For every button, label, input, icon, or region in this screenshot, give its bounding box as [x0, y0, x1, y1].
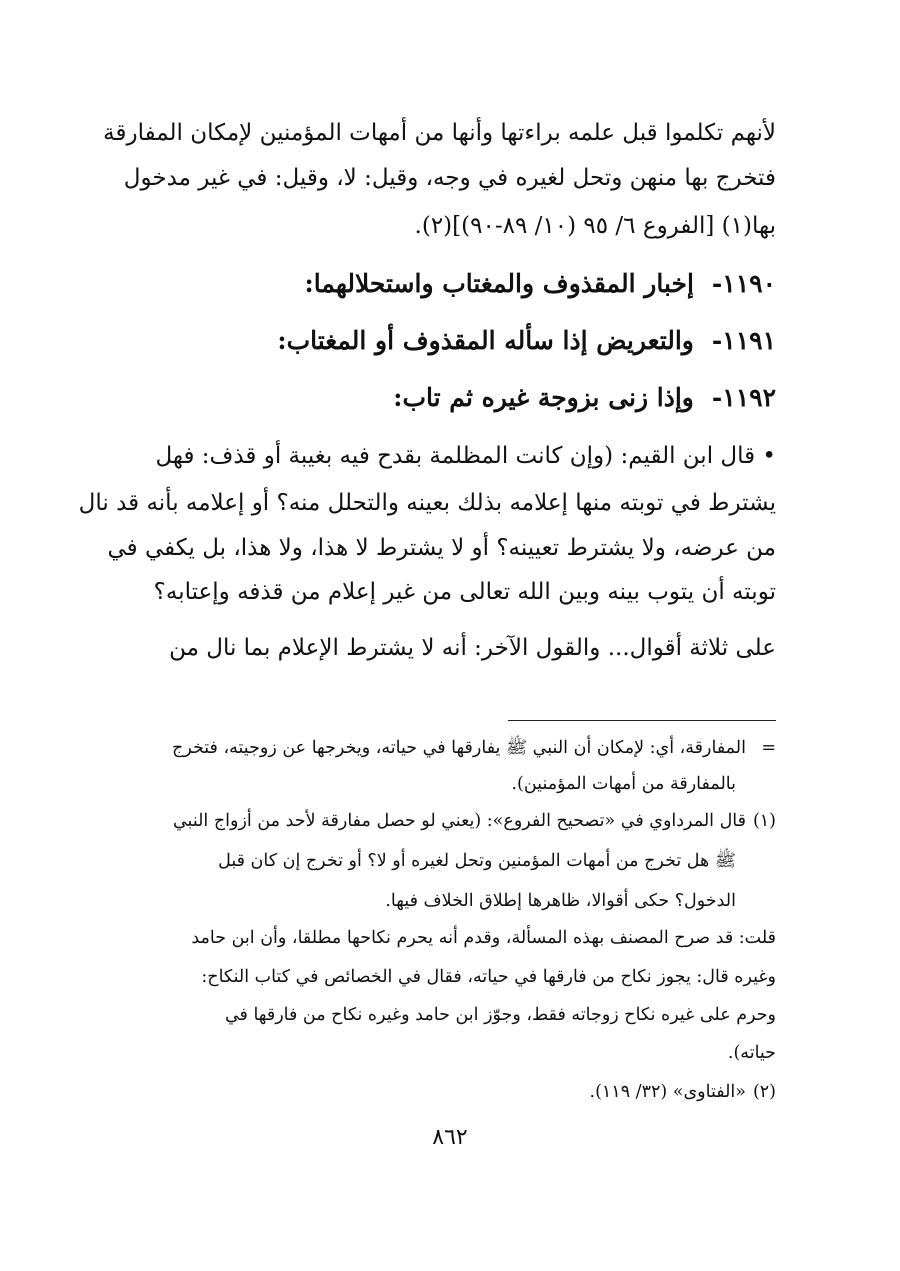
body-line: لأنهم تكلموا قبل علمه براءتها وأنها من أمهات المؤمنين لإمكان المفارقة — [103, 120, 776, 146]
footnote-line: الدخول؟ حكى أقوالا، ظاهرها إطلاق الخلاف فيها. — [385, 891, 736, 911]
footnote-text: قال المرداوي في «تصحيح الفروع»: (يعني لو حصل مفارقة لأحد من أزواج النبي — [172, 811, 746, 831]
quote-line: من عرضه، ولا يشترط تعيينه؟ أو لا يشترط لا هذا، ولا هذا، بل يكفي في — [107, 535, 776, 561]
heading-text: والتعريض إذا سأله المقذوف أو المغتاب: — [277, 326, 694, 355]
footnote-line: وحرم على غيره نكاح زوجاته فقط، وجوّز ابن حامد وغيره نكاح من فارقها في — [224, 1005, 776, 1025]
footnote-marker: (١) — [752, 811, 776, 831]
footnote-text: المفارقة، أي: لإمكان أن النبي ﷺ يفارقها في حياته، ويخرجها عن زوجيته، فتخرج — [172, 738, 746, 758]
footnote-line: قلت: قد صرح المصنف بهذه المسألة، وقدم أنه يحرم نكاحها مطلقا، وأن ابن حامد — [191, 928, 776, 948]
footnote-2-line — [590, 1079, 777, 1105]
body-line: فتخرج بها منهن وتحل لغيره في وجه، وقيل: لا، وقيل: في غير مدخول — [123, 165, 776, 191]
footnote-line: حياته). — [727, 1043, 776, 1063]
heading-text: إخبار المقذوف والمغتاب واستحلالهما: — [304, 269, 694, 298]
footnote-line: وغيره قال: يجوز نكاح من فارقها في حياته، فقال في الخصائص في كتاب النكاح: — [201, 967, 776, 987]
section-heading — [305, 268, 776, 300]
footnote-separator — [508, 720, 776, 721]
page-number: ٨٦٢ — [432, 1125, 468, 1150]
heading-text: وإذا زنى بزوجة غيره ثم تاب: — [393, 383, 694, 412]
quote-line: توبته أن يتوب بينه وبين الله تعالى من غير إعلام من قذفه وإعتابه؟ — [153, 579, 776, 605]
footnote-text: «الفتاوى» (٣٢/ ١١٩). — [589, 1082, 746, 1102]
heading-number: ١١٩٠- — [711, 269, 776, 298]
quote-line: • قال ابن القيم: (وإن كانت المظلمة بقدح فيه بغيبة أو قذف: فهل — [155, 443, 776, 469]
footnote-1-line — [173, 808, 776, 834]
footnote-marker: (٢) — [752, 1082, 776, 1102]
heading-number: ١١٩١- — [711, 326, 776, 355]
heading-number: ١١٩٢- — [711, 383, 776, 412]
footnote-marker: = — [761, 738, 776, 758]
body-line: بها(١) [الفروع ٦/ ٩٥ (١٠/ ٨٩-٩٠)](٢). — [414, 213, 776, 239]
footnote-continued-line — [172, 735, 776, 761]
section-heading — [393, 382, 776, 414]
body-line: على ثلاثة أقوال... والقول الآخر: أنه لا يشترط الإعلام بما نال من — [169, 635, 776, 661]
quote-line: يشترط في توبته منها إعلامه بذلك بعينه والتحلل منه؟ أو إعلامه بأنه قد نال — [78, 490, 776, 516]
footnote-line: ﷺ هل تخرج من أمهات المؤمنين وتحل لغيره أو لا؟ أو تخرج إن كان قبل — [218, 851, 736, 871]
footnote-line: بالمفارقة من أمهات المؤمنين). — [511, 774, 736, 794]
section-heading — [277, 325, 776, 357]
